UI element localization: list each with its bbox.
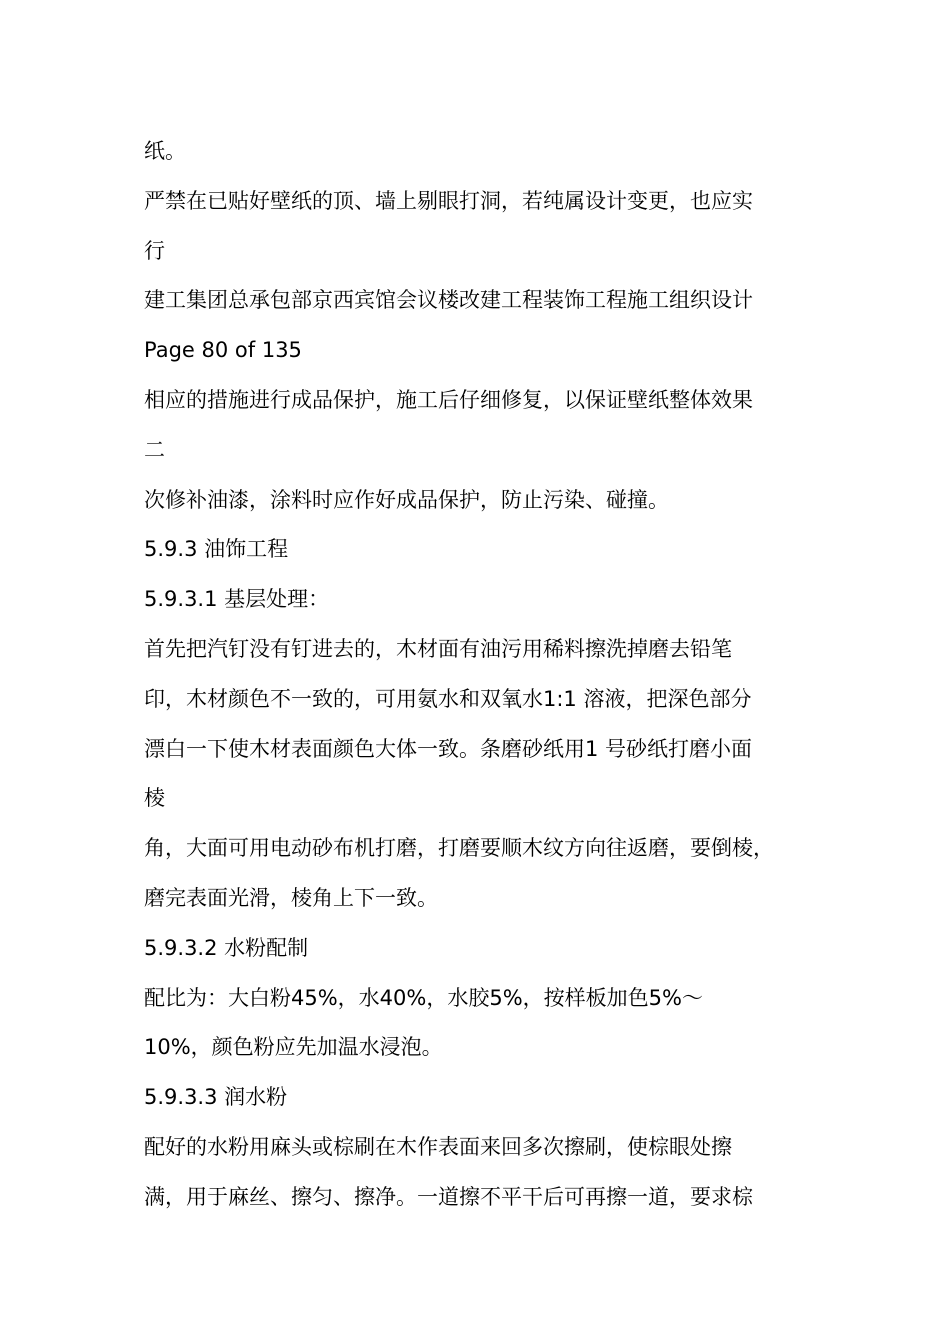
text-line: 配比为：大白粉45%，水40%，水胶5%，按样板加色5%～	[144, 985, 703, 1010]
section-heading: 5.9.3 油饰工程	[144, 537, 289, 562]
text-line: 行	[144, 238, 165, 263]
text-line: 满，用于麻丝、擦匀、擦净。一道擦不平干后可再擦一道，要求棕	[144, 1184, 753, 1209]
text-line: 相应的措施进行成品保护，施工后仔细修复，以保证壁纸整体效果	[144, 387, 753, 412]
document-body	[144, 127, 824, 1223]
text-line: 印，木材颜色不一致的，可用氨水和双氧水1:1 溶液，把深色部分	[144, 686, 752, 711]
running-header: 建工集团总承包部京西宾馆会议楼改建工程装饰工程施工组织设计	[144, 288, 753, 313]
subsection-heading: 5.9.3.2 水粉配制	[144, 935, 309, 960]
text-line: 纸。	[144, 139, 186, 163]
text-line: 严禁在已贴好壁纸的顶、墙上剔眼打洞，若纯属设计变更，也应实	[144, 188, 753, 213]
subsection-heading: 5.9.3.3 润水粉	[144, 1085, 288, 1110]
page-number: Page 80 of 135	[144, 338, 302, 363]
text-line: 次修补油漆，涂料时应作好成品保护，防止污染、碰撞。	[144, 487, 669, 512]
subsection-heading: 5.9.3.1 基层处理：	[144, 587, 330, 612]
text-line: 首先把汽钉没有钉进去的，木材面有油污用稀料擦洗掉磨去铅笔	[144, 636, 732, 661]
text-line: 10%，颜色粉应先加温水浸泡。	[144, 1035, 443, 1060]
text-line: 角，大面可用电动砂布机打磨，打磨要顺木纹方向往返磨，要倒棱，	[144, 836, 774, 861]
text-line: 磨完表面光滑，棱角上下一致。	[144, 885, 438, 910]
text-line: 二	[144, 437, 165, 462]
text-line: 漂白一下使木材表面颜色大体一致。条磨砂纸用1 号砂纸打磨小面	[144, 736, 753, 761]
text-line: 棱	[144, 786, 165, 811]
text-line: 配好的水粉用麻头或棕刷在木作表面来回多次擦刷，使棕眼处擦	[144, 1134, 732, 1159]
